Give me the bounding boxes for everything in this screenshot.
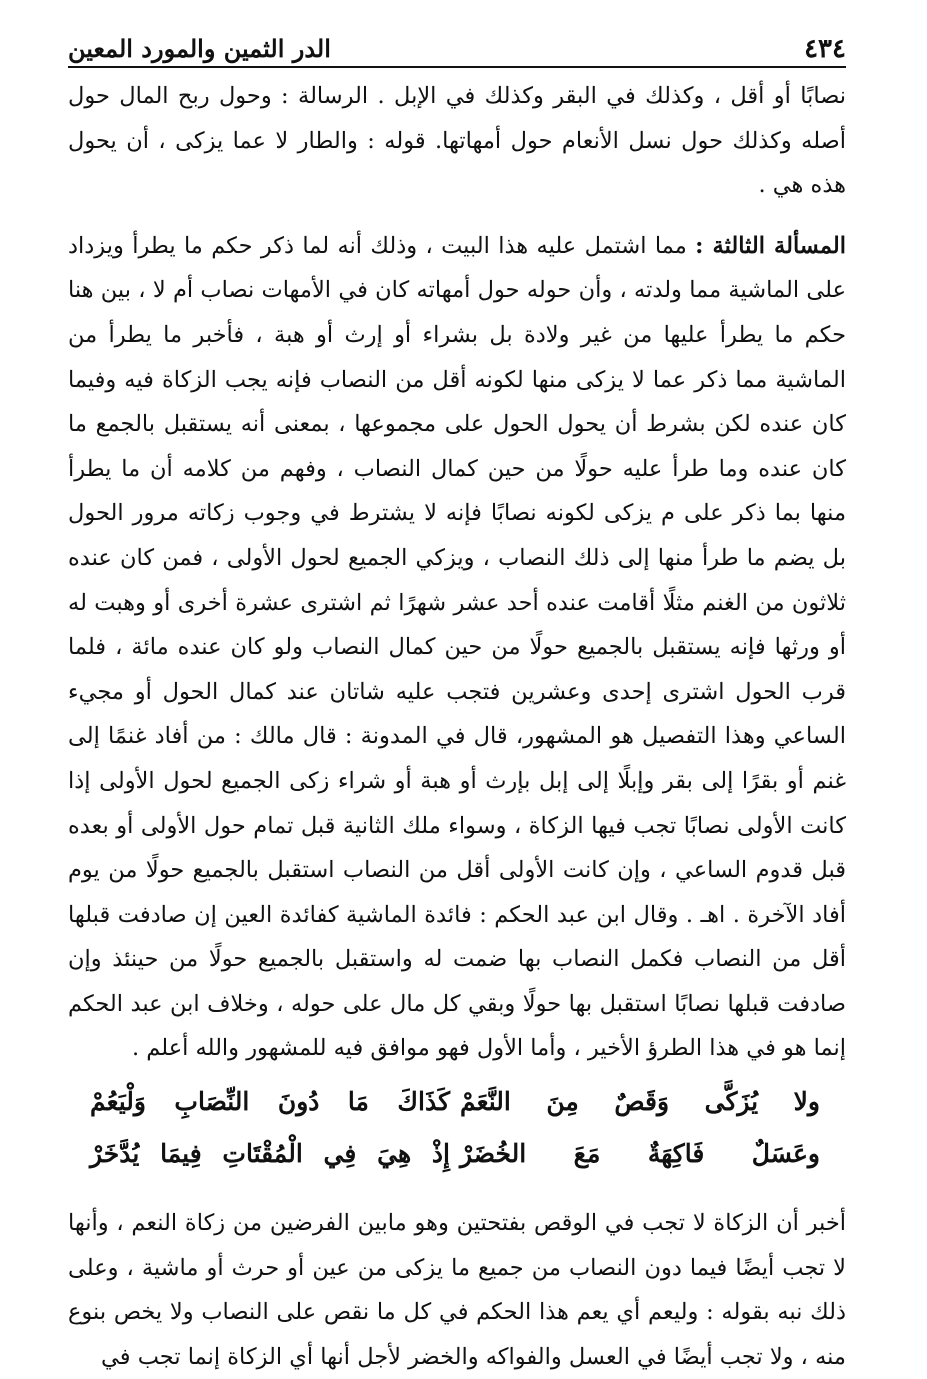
paragraph-third-issue-text: مما اشتمل عليه هذا البيت ، وذلك أنه لما ذكر حكم ما يطرأ ويزداد على الماشية مما ولدته ، وأن حوله حول أمهاته كان في الأمهات نصاب أم لا ، بين هنا حكم ما يطرأ عليها من غير ولادة بل بشراء أو إرث أو هبة ، فأخبر ما يطرأ من الماشية مما ذكر عما لا يزكى منها لكونه أقل من النصاب فإنه يجب الزكاة فيه وفيما كان عنده لكن بشرط أن يحول الحول على مجموعها ، بمعنى أنه يستقبل بالجمع ما كان عنده وما طرأ عليه حولًا من حين كمال النصاب ، وفهم من كلامه أن ما يطرأ منها بما ذكر على م يزكى لكونه نصابًا فإنه لا يشترط في وجوب زكاته مرور الحول بل يضم ما طرأ منها إلى ذلك النصاب ، ويزكي الجميع لحول الأولى ، فمن كان عنده ثلاثون من الغنم مثلًا أقامت عنده أحد عشر شهرًا ثم اشترى عشرة أخرى أو وهبت له أو ورثها فإنه يستقبل بالجميع حولًا من حين كمال النصاب ولو كان عنده مائة ، فلما قرب الحول اشترى إحدى وعشرين فتجب عليه شاتان عند كمال الحول أو مجيء الساعي وهذا التفصيل هو المشهور، قال في المدونة : قال مالك : من أفاد غنمًا إلى غنم أو بقرًا إلى بقر وإبلًا إلى إبل بإرث أو هبة أو شراء زكى الجميع لحول الأولى إذا كانت الأولى نصابًا تجب فيها الزكاة ، وسواء ملك الثانية قبل تمام حول الأولى أو بعده قبل قدوم الساعي ، وإن كانت الأولى أقل من النصاب استقبل بالجميع حولًا من يوم أفاد الآخرة . اهـ . وقال ابن عبد الحكم : فائدة الماشية كفائدة العين إن صادفت قبلها أقل من النصاب فكمل النصاب بها ضمت له واستقبل بالجميع حولًا من حينئذ وإن صادفت قبلها نصابًا استقبل بها حولًا وبقي كل مال على حوله ، وخلاف ابن عبد الحكم إنما هو في هذا الطرؤ الأخير ، وأما الأول فهو موافق فيه للمشهور والله أعلم . [68, 232, 847, 1062]
page-number: ٤٣٤ [804, 34, 846, 64]
paragraph-commentary [68, 1201, 846, 1379]
paragraph-third-issue [68, 224, 846, 1071]
book-page [68, 30, 847, 1370]
issue-heading: المسألة الثالثة : [695, 232, 846, 259]
verse-block [68, 1075, 846, 1179]
page-header [68, 30, 846, 68]
paragraph-intro [68, 74, 846, 208]
verse-line-1-second-hemistich: كَذَاكَ مَا دُونَ النِّصَابِ وَلْيَعُمْ [90, 1086, 450, 1116]
running-title: الدر الثمين والمورد المعين [68, 34, 331, 63]
paragraph-intro-text: نصابًا أو أقل ، وكذلك في البقر وكذلك في الإبل . الرسالة : وحول ربح المال حول أصله وكذلك حول نسل الأنعام حول أمهاتها. قوله : والطار لا عما يزكى ، أن يحول هذه هي . [68, 83, 846, 199]
paragraph-commentary-text: أخبر أن الزكاة لا تجب في الوقص بفتحتين وهو مابين الفرضين من زكاة النعم ، وأنها لا تجب أيضًا فيما دون النصاب من جميع ما يزكى من عين أو حرث أو ماشية ، وعلى ذلك نبه بقوله : وليعم أي يعم هذا الحكم في كل ما نقص على النصاب ولا يخص بنوع منه ، ولا تجب أيضًا في العسل والفواكه والخضر لأجل أنها أي الزكاة إنما تجب في [68, 1210, 846, 1370]
verse-line-2-first-hemistich: وعَسَلٌ فَاكِهَةٌ مَعَ الخُضَرْ [460, 1138, 820, 1168]
verse-line-1-first-hemistich: ولا يُزَكَّى وَقَصٌ مِنَ النَّعَمْ [460, 1086, 820, 1116]
verse-line-2 [68, 1127, 846, 1179]
verse-line-2-second-hemistich: إِذْ هِيَ فِي الْمُقْتَاتِ فِيمَا يُدَّخَرْ [90, 1138, 450, 1168]
verse-line-1 [68, 1075, 846, 1127]
